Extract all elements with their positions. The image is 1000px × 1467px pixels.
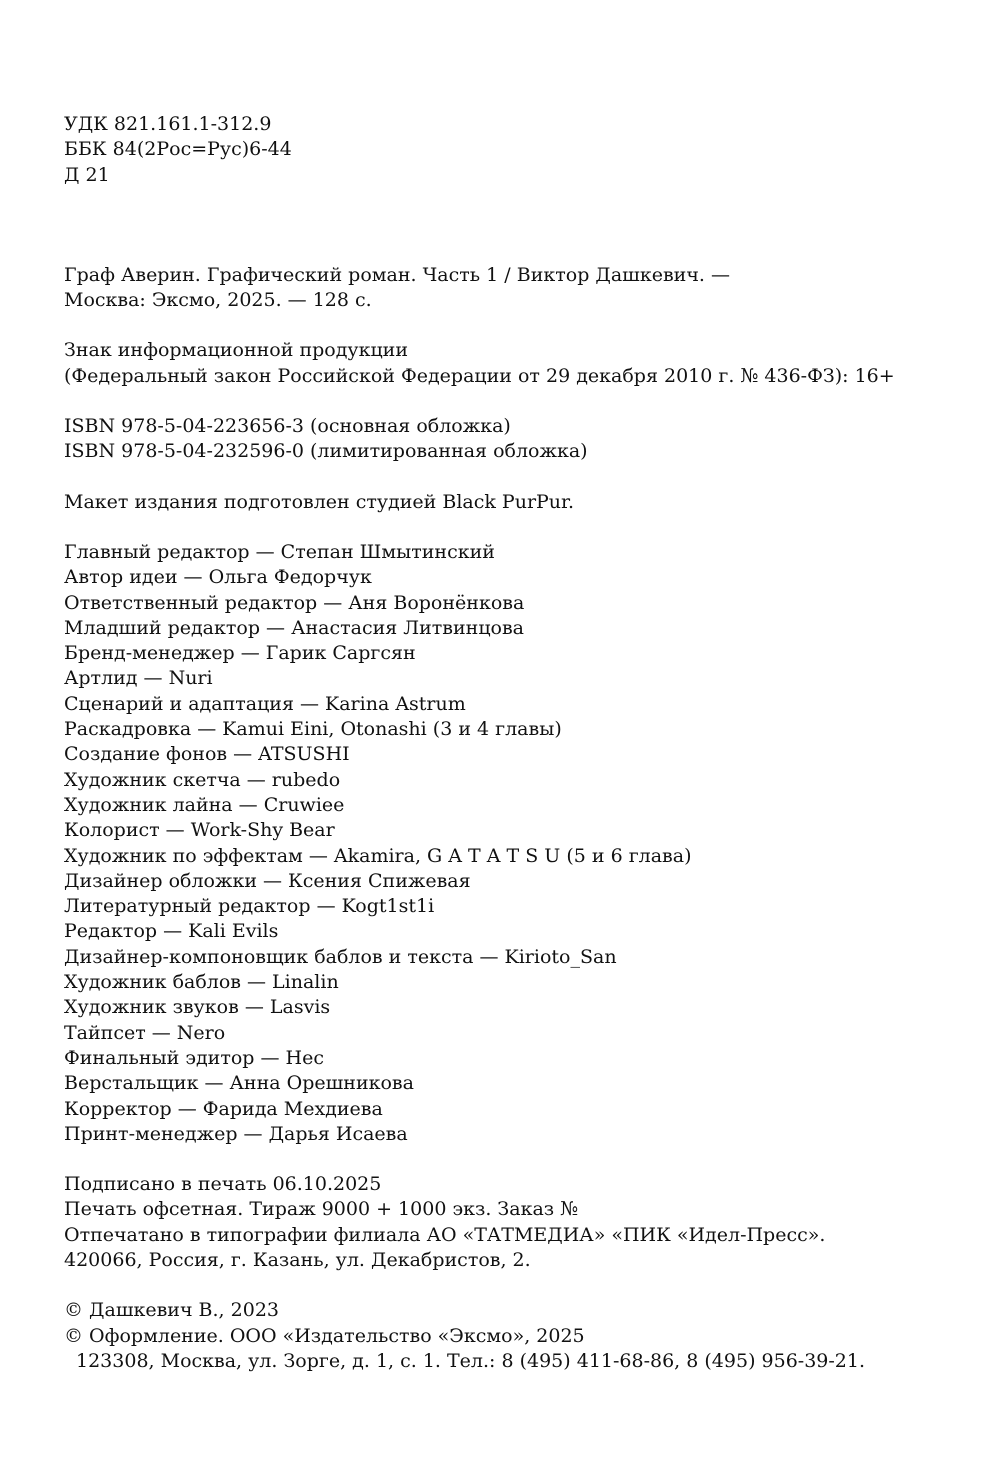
credit-line: Раскадровка — Kamui Eini, Otonashi (3 и 4 главы) [64,718,562,741]
bbk-code: ББК 84(2Рос=Рус)6-44 [64,138,292,161]
info-mark-law: (Федеральный закон Российской Федерации от 29 декабря 2010 г. № 436-ФЗ): 16+ [64,364,895,387]
credit-line: Дизайнер обложки — Ксения Спижевая [64,869,471,892]
credit-line: Художник скетча — rubedo [64,768,341,791]
credit-line: Создание фонов — ATSUSHI [64,743,350,766]
info-mark-title: Знак информационной продукции [64,339,409,362]
credit-line: Художник звуков — Lasvis [64,996,331,1019]
credit-line: Дизайнер-компоновщик баблов и текста — Kirioto_San [64,945,617,968]
credit-line: Бренд-менеджер — Гарик Саргсян [64,642,416,665]
credit-line: Корректор — Фарида Мехдиева [64,1097,383,1120]
credit-line: Верстальщик — Анна Орешникова [64,1072,414,1095]
printing-line: 420066, Россия, г. Казань, ул. Декабристов, 2. [64,1248,531,1271]
isbn-line: ISBN 978-5-04-223656-3 (основная обложка) [64,415,511,438]
credit-line: Колорист — Work-Shy Bear [64,819,335,842]
printing-line: Печать офсетная. Тираж 9000 + 1000 экз. Заказ № [64,1198,579,1221]
layout-note [64,490,964,515]
bibliographic-line: Граф Аверин. Графический роман. Часть 1 / Виктор Дашкевич. — [64,263,730,286]
isbn-line: ISBN 978-5-04-232596-0 (лимитированная обложка) [64,440,588,463]
credit-line: Тайпсет — Nero [64,1021,226,1044]
copyright-block [64,1298,964,1374]
isbn-block [64,414,964,465]
credit-line: Ответственный редактор — Аня Воронёнкова [64,591,525,614]
credit-line: Принт-менеджер — Дарья Исаева [64,1122,408,1145]
credit-line: Литературный редактор — Kogt1st1i [64,895,435,918]
info-product-mark [64,338,964,389]
publisher-address: 123308, Москва, ул. Зорге, д. 1, с. 1. Тел.: 8 (495) 411-68-86, 8 (495) 956-39-21. [76,1349,866,1372]
layout-note-text: Макет издания подготовлен студией Black PurPur. [64,490,575,513]
credit-line: Главный редактор — Степан Шмытинский [64,540,495,563]
printing-line: Отпечатано в типографии филиала АО «ТАТМЕДИА» «ПИК «Идел-Пресс». [64,1223,826,1246]
credit-line: Сценарий и адаптация — Karina Astrum [64,692,466,715]
copyright-design: © Оформление. ООО «Издательство «Эксмо», 2025 [64,1324,585,1347]
author-mark: Д 21 [64,163,110,186]
bibliographic-record [64,263,964,314]
credit-line: Редактор — Kali Evils [64,920,279,943]
printing-line: Подписано в печать 06.10.2025 [64,1173,382,1196]
credit-line: Автор идеи — Ольга Федорчук [64,566,372,589]
copyright-author: © Дашкевич В., 2023 [64,1299,279,1322]
classification-block [64,112,964,188]
credit-line: Артлид — Nuri [64,667,213,690]
bibliographic-line: Москва: Эксмо, 2025. — 128 с. [64,289,372,312]
credits-list [64,540,964,1147]
credit-line: Младший редактор — Анастасия Литвинцова [64,616,525,639]
imprint-page [64,112,964,1374]
printing-info [64,1172,964,1273]
udk-code: УДК 821.161.1-312.9 [64,113,272,135]
credit-line: Художник по эффектам — Akamira, G A T A T S U (5 и 6 глава) [64,844,692,867]
credit-line: Художник лайна — Cruwiee [64,793,345,816]
credit-line: Художник баблов — Linalin [64,971,339,994]
credit-line: Финальный эдитор — Нес [64,1046,324,1069]
